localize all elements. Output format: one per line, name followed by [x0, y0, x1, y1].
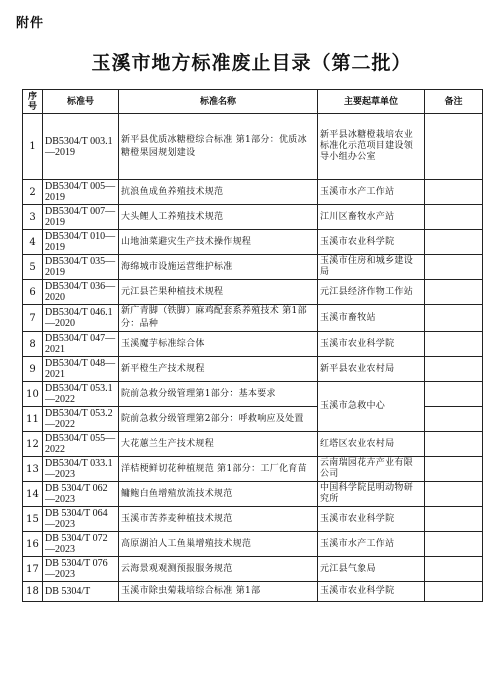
cell-standard-name: 高原湖泊人工鱼巢增殖技术规范	[119, 532, 318, 557]
cell-drafting-unit: 元江县气象局	[318, 557, 425, 582]
cell-standard-name: 云海景观观测预报服务规范	[119, 557, 318, 582]
cell-drafting-unit: 云南瑞园花卉产业有限公司	[318, 457, 425, 482]
cell-drafting-unit: 元江县经济作物工作站	[318, 280, 425, 305]
table-row	[23, 532, 483, 557]
table-row	[23, 114, 483, 180]
cell-standard-code: DB5304/T 005—2019	[43, 180, 119, 205]
header-standard-code: 标准号	[43, 90, 119, 114]
table-row	[23, 557, 483, 582]
cell-drafting-unit: 玉溪市农业科学院	[318, 332, 425, 357]
cell-drafting-unit: 玉溪市农业科学院	[318, 507, 425, 532]
cell-standard-name: 院前急救分级管理第1部分：基本要求	[119, 382, 318, 407]
table-row	[23, 230, 483, 255]
table-row	[23, 180, 483, 205]
table-row	[23, 507, 483, 532]
cell-serial-no: 2	[23, 180, 43, 205]
cell-standard-code: DB5304/T 007—2019	[43, 205, 119, 230]
cell-serial-no: 8	[23, 332, 43, 357]
table-row	[23, 457, 483, 482]
cell-serial-no: 12	[23, 432, 43, 457]
abolished-standards-table	[22, 89, 483, 602]
cell-remarks	[425, 230, 483, 255]
cell-standard-code: DB 5304/T 072—2023	[43, 532, 119, 557]
cell-standard-code: DB5304/T 003.1—2019	[43, 114, 119, 180]
cell-remarks	[425, 205, 483, 230]
cell-remarks	[425, 582, 483, 602]
cell-drafting-unit: 红塔区农业农村局	[318, 432, 425, 457]
cell-serial-no: 16	[23, 532, 43, 557]
cell-standard-name: 新平县优质冰糖橙综合标准 第1部分：优质冰糖橙果园规划建设	[119, 114, 318, 180]
cell-standard-name: 鳙鲍白鱼增殖放流技术规范	[119, 482, 318, 507]
cell-standard-name: 玉溪市除虫菊栽培综合标准 第1部	[119, 582, 318, 602]
cell-standard-code: DB 5304/T	[43, 582, 119, 602]
cell-remarks	[425, 457, 483, 482]
cell-remarks	[425, 407, 483, 432]
cell-serial-no: 10	[23, 382, 43, 407]
cell-remarks	[425, 180, 483, 205]
table-header-row	[23, 90, 483, 114]
cell-serial-no: 18	[23, 582, 43, 602]
cell-drafting-unit: 玉溪市水产工作站	[318, 180, 425, 205]
cell-remarks	[425, 382, 483, 407]
cell-drafting-unit: 玉溪市住房和城乡建设局	[318, 255, 425, 280]
cell-serial-no: 7	[23, 305, 43, 332]
cell-drafting-unit: 玉溪市农业科学院	[318, 582, 425, 602]
cell-drafting-unit: 新平县冰糖橙栽培农业标准化示范项目建设领导小组办公室	[318, 114, 425, 180]
cell-drafting-unit: 玉溪市畜牧站	[318, 305, 425, 332]
cell-standard-name: 院前急救分级管理第2部分：呼救响应及处置	[119, 407, 318, 432]
cell-standard-code: DB5304/T 033.1—2023	[43, 457, 119, 482]
cell-remarks	[425, 432, 483, 457]
cell-drafting-unit: 玉溪市急救中心	[318, 382, 425, 432]
cell-remarks	[425, 255, 483, 280]
table-row	[23, 482, 483, 507]
table-row	[23, 332, 483, 357]
cell-standard-name: 洋桔梗鲜切花种植规范 第1部分：工厂化育苗	[119, 457, 318, 482]
header-remarks: 备注	[425, 90, 483, 114]
cell-serial-no: 9	[23, 357, 43, 382]
cell-remarks	[425, 557, 483, 582]
table-row	[23, 357, 483, 382]
table-row	[23, 255, 483, 280]
cell-drafting-unit: 新平县农业农村局	[318, 357, 425, 382]
attachment-label: 附件	[16, 16, 45, 31]
cell-drafting-unit: 玉溪市水产工作站	[318, 532, 425, 557]
table-row	[23, 382, 483, 407]
header-standard-name: 标准名称	[119, 90, 318, 114]
cell-standard-name: 抗浪鱼成鱼养殖技术规范	[119, 180, 318, 205]
cell-remarks	[425, 532, 483, 557]
cell-standard-code: DB5304/T 046.1—2020	[43, 305, 119, 332]
table-row	[23, 432, 483, 457]
cell-standard-code: DB 5304/T 062—2023	[43, 482, 119, 507]
cell-standard-code: DB5304/T 048—2021	[43, 357, 119, 382]
cell-standard-name: 元江县芒果种植技术规程	[119, 280, 318, 305]
cell-standard-name: 大花蕙兰生产技术规程	[119, 432, 318, 457]
table-row	[23, 205, 483, 230]
cell-serial-no: 14	[23, 482, 43, 507]
cell-serial-no: 3	[23, 205, 43, 230]
cell-remarks	[425, 332, 483, 357]
cell-remarks	[425, 357, 483, 382]
table-row	[23, 582, 483, 602]
cell-standard-code: DB5304/T 010—2019	[43, 230, 119, 255]
cell-serial-no: 1	[23, 114, 43, 180]
cell-drafting-unit: 江川区畜牧水产站	[318, 205, 425, 230]
cell-serial-no: 15	[23, 507, 43, 532]
cell-serial-no: 5	[23, 255, 43, 280]
cell-remarks	[425, 114, 483, 180]
document-title: 玉溪市地方标准废止目录（第二批）	[91, 52, 412, 74]
cell-standard-name: 玉溪市苦荞麦种植技术规范	[119, 507, 318, 532]
header-serial-no: 序号	[23, 90, 43, 114]
cell-standard-code: DB 5304/T 076—2023	[43, 557, 119, 582]
table-row	[23, 305, 483, 332]
cell-remarks	[425, 482, 483, 507]
cell-serial-no: 6	[23, 280, 43, 305]
cell-drafting-unit: 玉溪市农业科学院	[318, 230, 425, 255]
cell-standard-name: 新广青脚（铁脚）麻鸡配套系养殖技术 第1部分：品种	[119, 305, 318, 332]
cell-serial-no: 13	[23, 457, 43, 482]
cell-standard-code: DB5304/T 047—2021	[43, 332, 119, 357]
header-drafting-unit: 主要起草单位	[318, 90, 425, 114]
cell-standard-code: DB5304/T 035—2019	[43, 255, 119, 280]
cell-standard-code: DB 5304/T 064—2023	[43, 507, 119, 532]
cell-standard-code: DB5304/T 055—2022	[43, 432, 119, 457]
cell-standard-name: 大头鲤人工养殖技术规范	[119, 205, 318, 230]
cell-drafting-unit: 中国科学院昆明动物研究所	[318, 482, 425, 507]
cell-standard-name: 玉溪魔芋标准综合体	[119, 332, 318, 357]
cell-standard-code: DB5304/T 053.1—2022	[43, 382, 119, 407]
cell-remarks	[425, 280, 483, 305]
cell-serial-no: 17	[23, 557, 43, 582]
cell-standard-code: DB5304/T 036—2020	[43, 280, 119, 305]
table-row	[23, 280, 483, 305]
cell-remarks	[425, 507, 483, 532]
cell-remarks	[425, 305, 483, 332]
cell-serial-no: 4	[23, 230, 43, 255]
cell-standard-name: 新平橙生产技术规程	[119, 357, 318, 382]
cell-standard-name: 海绵城市设施运营维护标准	[119, 255, 318, 280]
cell-serial-no: 11	[23, 407, 43, 432]
cell-standard-name: 山地油菜避灾生产技术操作规程	[119, 230, 318, 255]
cell-standard-code: DB5304/T 053.2—2022	[43, 407, 119, 432]
